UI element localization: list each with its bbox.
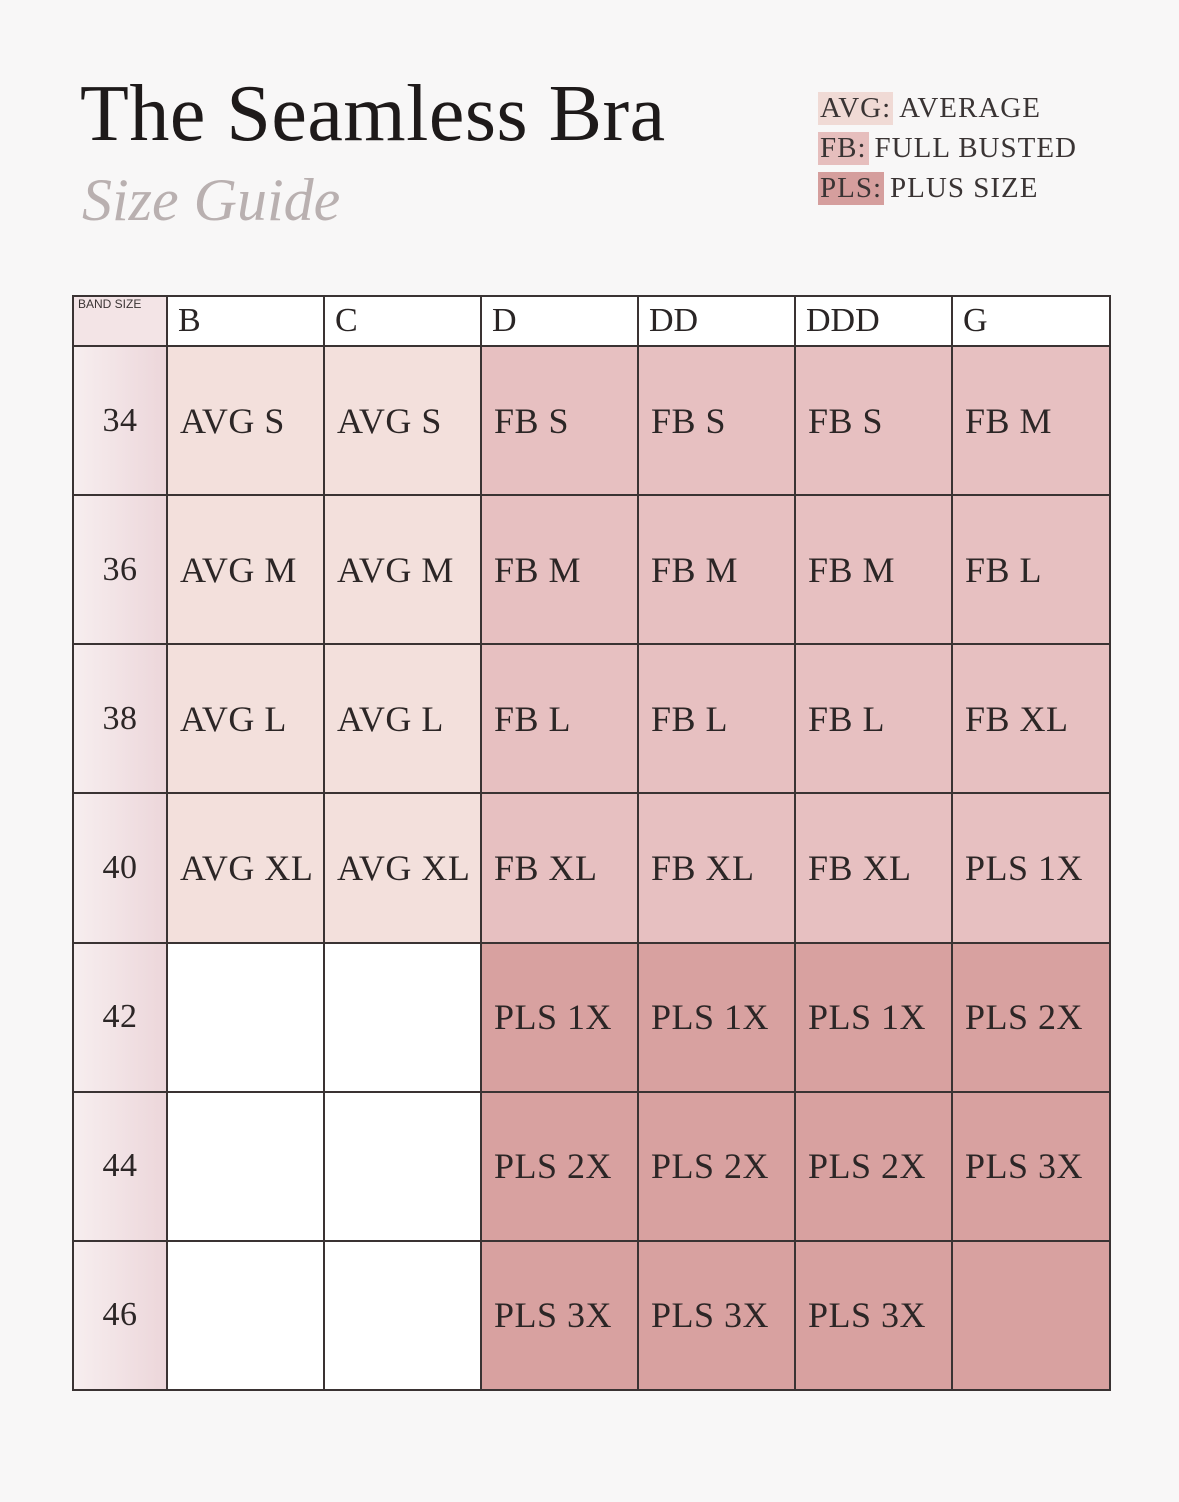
size-cell: FB L [638, 644, 795, 793]
size-cell: AVG L [324, 644, 481, 793]
size-cell: FB M [795, 495, 952, 644]
band-size-cell: 44 [73, 1092, 167, 1241]
size-cell [952, 1241, 1110, 1390]
size-cell: AVG XL [167, 793, 324, 942]
size-cell: PLS 3X [952, 1092, 1110, 1241]
size-cell: PLS 3X [795, 1241, 952, 1390]
size-cell: PLS 1X [952, 793, 1110, 942]
legend-label: FULL BUSTED [874, 131, 1077, 164]
size-cell: PLS 1X [795, 943, 952, 1092]
size-cell: AVG M [167, 495, 324, 644]
size-cell: PLS 1X [638, 943, 795, 1092]
legend-item-avg [818, 88, 1077, 128]
page-subtitle: Size Guide [82, 167, 341, 233]
size-cell: PLS 1X [481, 943, 638, 1092]
column-header: DD [638, 296, 795, 346]
table-row [73, 346, 1110, 495]
band-size-cell: 42 [73, 943, 167, 1092]
size-cell: AVG L [167, 644, 324, 793]
size-cell: PLS 2X [638, 1092, 795, 1241]
size-cell: FB XL [952, 644, 1110, 793]
size-cell: PLS 3X [481, 1241, 638, 1390]
size-cell: PLS 2X [481, 1092, 638, 1241]
column-header: DDD [795, 296, 952, 346]
legend-key: PLS: [820, 171, 883, 204]
band-size-cell: 34 [73, 346, 167, 495]
size-cell: FB M [481, 495, 638, 644]
legend-label: PLUS SIZE [890, 171, 1039, 204]
size-cell: FB L [795, 644, 952, 793]
size-cell [324, 1092, 481, 1241]
size-cell: FB L [481, 644, 638, 793]
table-row [73, 495, 1110, 644]
size-cell: FB M [952, 346, 1110, 495]
column-header: B [167, 296, 324, 346]
size-table [72, 295, 1111, 1391]
size-cell: FB S [481, 346, 638, 495]
size-cell: FB XL [795, 793, 952, 942]
band-size-cell: 40 [73, 793, 167, 942]
size-cell [167, 943, 324, 1092]
column-header: C [324, 296, 481, 346]
size-cell [167, 1092, 324, 1241]
size-cell [324, 943, 481, 1092]
size-cell: PLS 2X [795, 1092, 952, 1241]
size-cell: FB XL [638, 793, 795, 942]
size-cell: AVG M [324, 495, 481, 644]
size-cell: FB S [638, 346, 795, 495]
legend-item-fb [818, 128, 1077, 168]
table-row [73, 644, 1110, 793]
legend-key: AVG: [820, 91, 892, 124]
page-title: The Seamless Bra [80, 70, 666, 158]
legend-item-pls [818, 168, 1077, 208]
legend [818, 88, 1077, 208]
size-cell: FB M [638, 495, 795, 644]
table-row [73, 943, 1110, 1092]
size-cell: AVG S [324, 346, 481, 495]
size-cell: AVG S [167, 346, 324, 495]
table-row [73, 1092, 1110, 1241]
size-cell: FB XL [481, 793, 638, 942]
size-cell [167, 1241, 324, 1390]
column-header: D [481, 296, 638, 346]
size-cell: PLS 3X [638, 1241, 795, 1390]
size-cell: FB L [952, 495, 1110, 644]
table-row [73, 793, 1110, 942]
band-size-cell: 38 [73, 644, 167, 793]
legend-label: AVERAGE [899, 91, 1041, 124]
band-size-header: BAND SIZE [73, 296, 167, 346]
size-cell: AVG XL [324, 793, 481, 942]
header-row [73, 296, 1110, 346]
band-size-cell: 46 [73, 1241, 167, 1390]
size-cell: FB S [795, 346, 952, 495]
column-header: G [952, 296, 1110, 346]
size-cell [324, 1241, 481, 1390]
size-cell: PLS 2X [952, 943, 1110, 1092]
band-size-cell: 36 [73, 495, 167, 644]
legend-key: FB: [820, 131, 867, 164]
table-row [73, 1241, 1110, 1390]
